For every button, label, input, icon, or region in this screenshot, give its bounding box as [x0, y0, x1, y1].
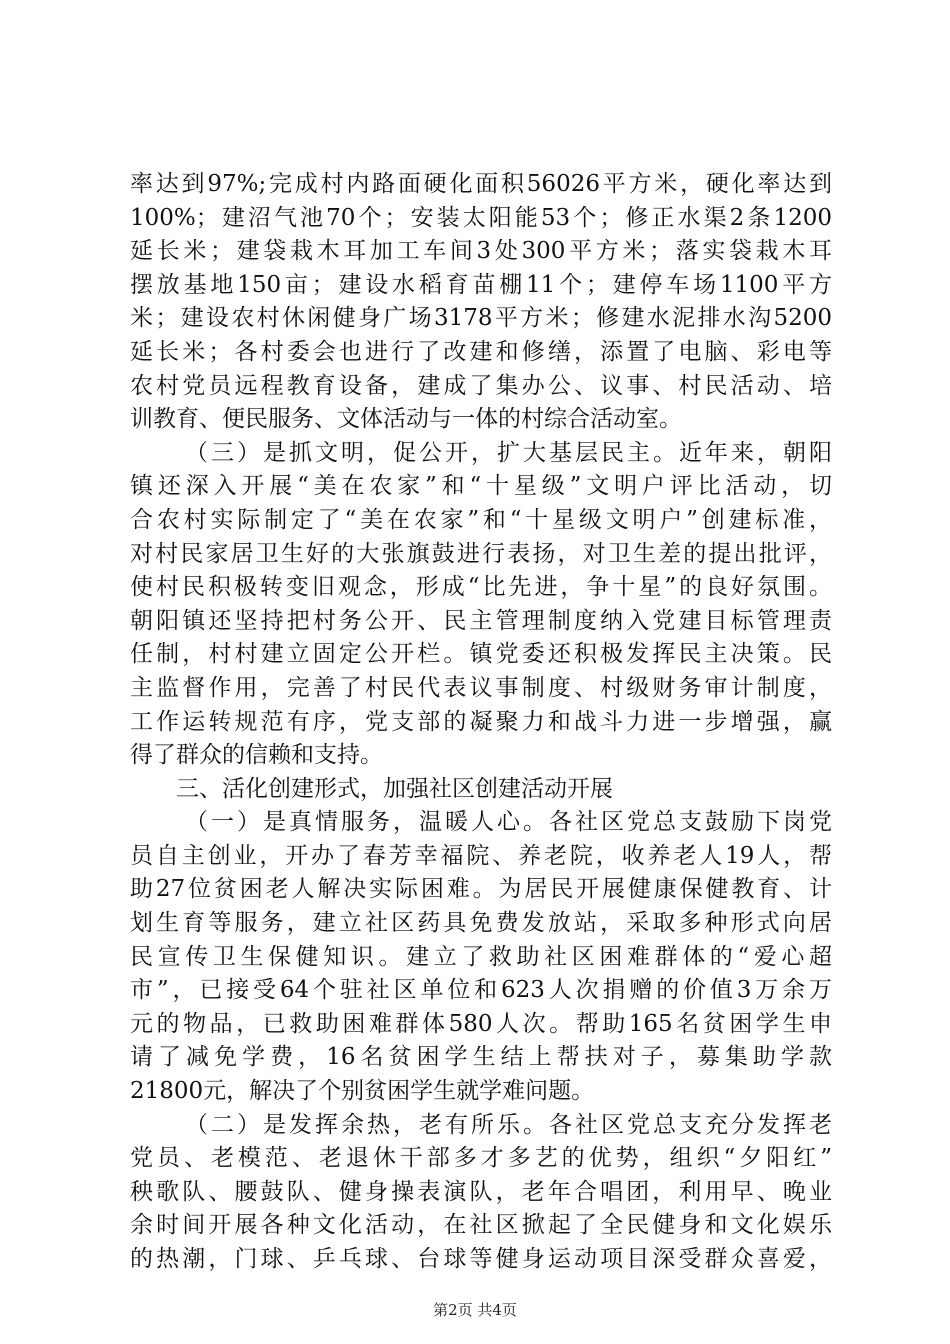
paragraph-start-line: （三）是抓文明，促公开，扩大基层民主。近年来，朝阳: [185, 439, 832, 466]
text-line: 元的物品，已救助困难群体580人次。帮助165名贫困学生申: [130, 1010, 832, 1037]
text-line: 延长米；建袋栽木耳加工车间3处300平方米；落实袋栽木耳: [130, 238, 832, 265]
paragraph-end-line: 训教育、便民服务、文体活动与一体的村综合活动室。: [130, 406, 682, 433]
text-line: 农村党员远程教育设备，建成了集办公、议事、村民活动、培: [130, 372, 832, 399]
text-line: 摆放基地150亩；建设水稻育苗棚11个；建停车场1100平方: [130, 271, 832, 298]
text-line: 合农村实际制定了“美在农家”和“十星级文明户”创建标准，: [130, 506, 832, 533]
text-line: 助27位贫困老人解决实际困难。为居民开展健康保健教育、计: [130, 876, 832, 903]
paragraph-end-line: 21800元，解决了个别贫困学生就学难问题。: [130, 1078, 595, 1105]
text-line: 对村民家居卫生好的大张旗鼓进行表扬，对卫生差的提出批评，: [130, 540, 832, 567]
text-line: 党员、老模范、老退休干部多才多艺的优势，组织“夕阳红”: [130, 1145, 832, 1172]
section-heading: 三、活化创建形式，加强社区创建活动开展: [176, 775, 613, 802]
text-line: 任制，村村建立固定公开栏。镇党委还积极发挥民主决策。民: [130, 641, 832, 668]
page-number-footer: 第2页 共4页: [433, 1301, 517, 1319]
paragraph-end-line: 得了群众的信赖和支持。: [130, 742, 383, 769]
text-line: 余时间开展各种文化活动，在社区掀起了全民健身和文化娱乐: [130, 1212, 832, 1239]
text-line: 主监督作用，完善了村民代表议事制度、村级财务审计制度，: [130, 674, 832, 701]
text-line: 延长米；各村委会也进行了改建和修缮，添置了电脑、彩电等: [130, 338, 832, 365]
text-line: 使村民积极转变旧观念，形成“比先进，争十星”的良好氛围。: [130, 574, 832, 601]
document-body: [130, 168, 832, 1277]
text-line: 划生育等服务，建立社区药具免费发放站，采取多种形式向居: [130, 910, 832, 937]
paragraph-start-line: （二）是发挥余热，老有所乐。各社区党总支充分发挥老: [185, 1111, 832, 1138]
text-line: 朝阳镇还坚持把村务公开、民主管理制度纳入党建目标管理责: [130, 607, 832, 634]
text-line: 市”，已接受64个驻社区单位和623人次捐赠的价值3万余万: [130, 977, 832, 1004]
text-line: 100%；建沼气池70个；安装太阳能53个；修正水渠2条1200: [130, 204, 832, 231]
text-line: 工作运转规范有序，党支部的凝聚力和战斗力进一步增强，赢: [130, 708, 832, 735]
text-line: 秧歌队、腰鼓队、健身操表演队，老年合唱团，利用早、晚业: [130, 1178, 832, 1205]
paragraph-start-line: （一）是真情服务，温暖人心。各社区党总支鼓励下岗党: [185, 809, 832, 836]
text-line: 的热潮，门球、乒乓球、台球等健身运动项目深受群众喜爱，: [130, 1246, 832, 1272]
text-line: 民宣传卫生保健知识。建立了救助社区困难群体的“爱心超: [130, 943, 832, 970]
text-line: 请了减免学费，16名贫困学生结上帮扶对子，募集助学款: [130, 1044, 832, 1071]
text-line: 率达到97%;完成村内路面硬化面积56026平方米，硬化率达到: [130, 171, 832, 197]
text-line: 镇还深入开展“美在农家”和“十星级”文明户评比活动，切: [130, 473, 832, 500]
text-line: 米；建设农村休闲健身广场3178平方米；修建水泥排水沟5200: [130, 305, 832, 332]
text-line: 员自主创业，开办了春芳幸福院、养老院，收养老人19人，帮: [130, 842, 832, 869]
